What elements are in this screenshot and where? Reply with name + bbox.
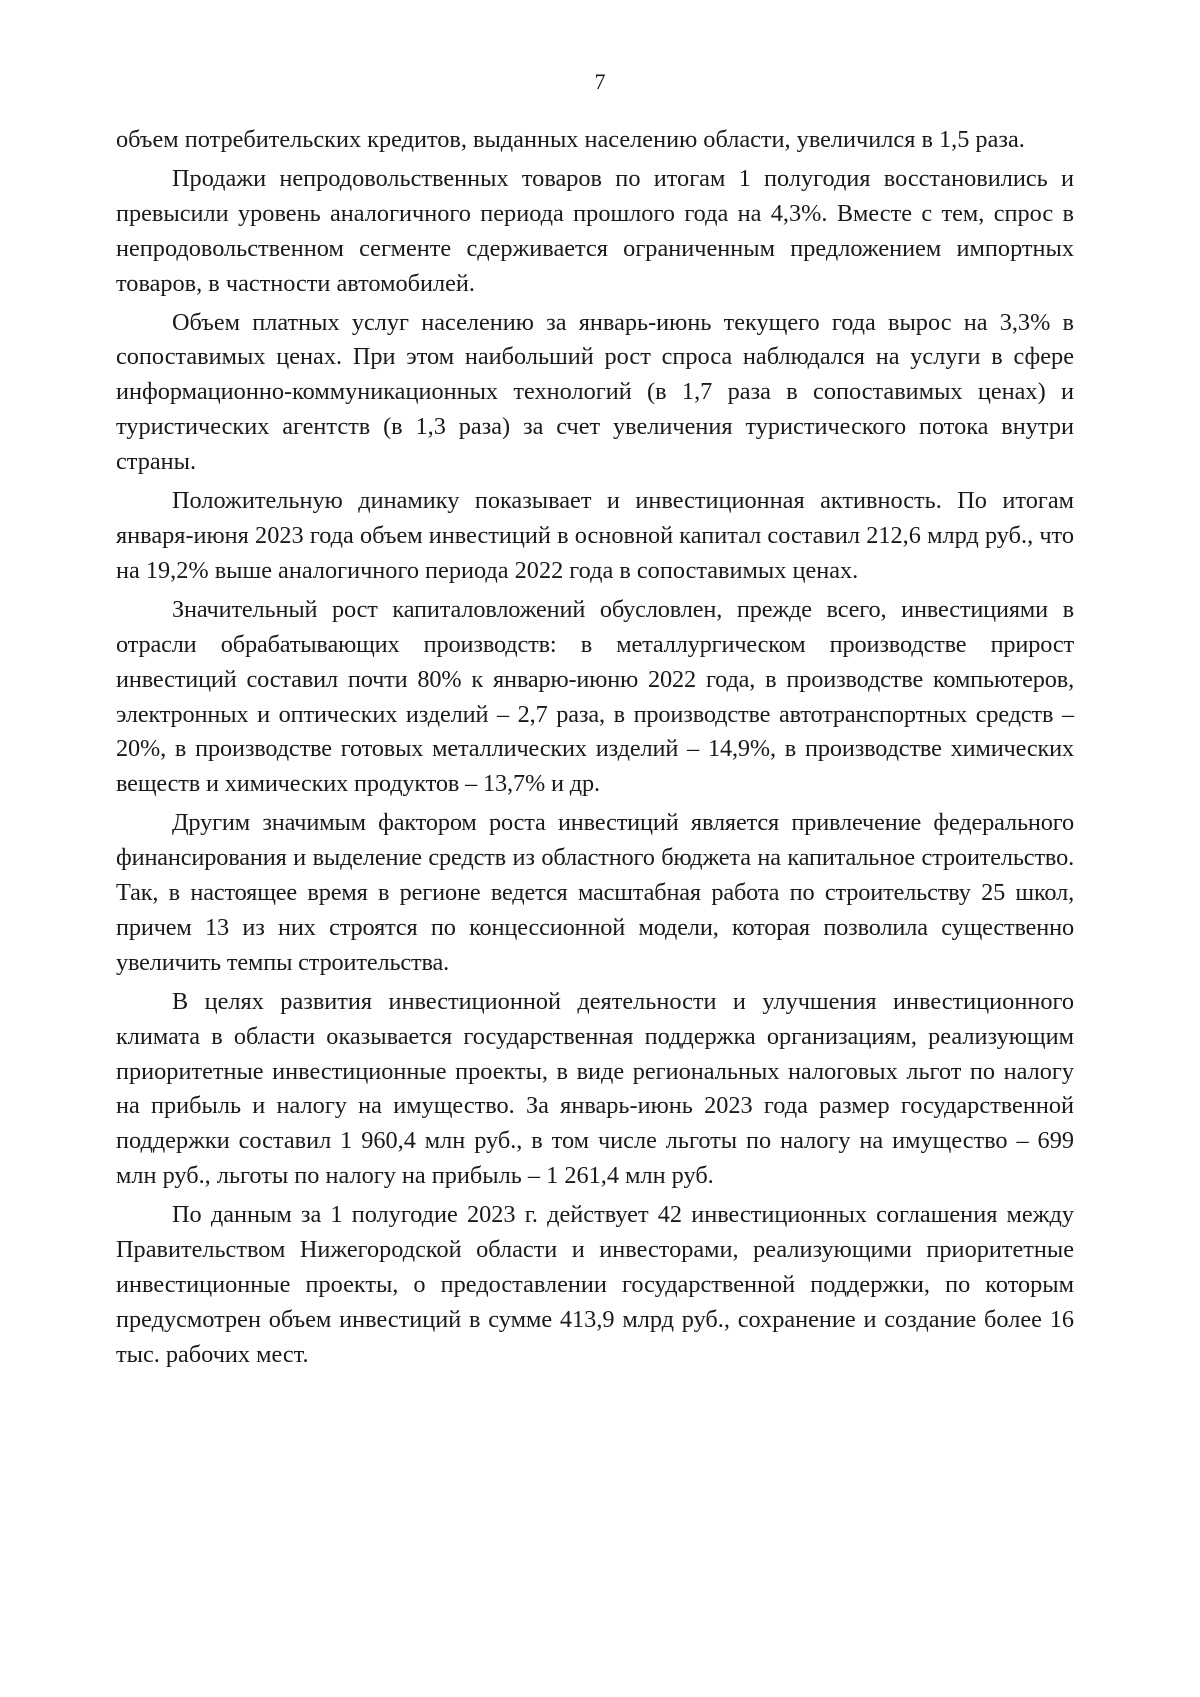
- paragraph-continuation: объем потребительских кредитов, выданных населению области, увеличился в 1,5 раза.: [116, 126, 1025, 153]
- paragraph-nonfood-sales: Продажи непродовольственных товаров по итогам 1 полугодия восстановились и превысили уровень аналогичного периода прошлого года на 4,3%. Вместе с тем, спрос в непродовольственном сегменте сдерживается ограниченным предложением импортных товаров, в частности автомобилей.: [116, 164, 1074, 297]
- paragraph-investment-activity: Положительную динамику показывает и инвестиционная активность. По итогам января-июня 2023 года объем инвестиций в основной капитал составил 212,6 млрд руб., что на 19,2% выше аналогичного периода 2022 года в сопоставимых ценах.: [116, 487, 1074, 584]
- paragraph-state-support: В целях развития инвестиционной деятельности и улучшения инвестиционного климата в области оказывается государственная поддержка организациям, реализующим приоритетные инвестиционные проекты, в виде региональных налоговых льгот по налогу на прибыль и налогу на имущество. За январь-июнь 2023 года размер государственной поддержки составил 1 960,4 млн руб., в том числе льготы по налогу на имущество – 699 млн руб., льготы по налогу на прибыль – 1 261,4 млн руб.: [116, 987, 1074, 1190]
- page-number: 7: [594, 69, 606, 94]
- document-body: [116, 123, 1074, 1377]
- paragraph-paid-services: Объем платных услуг населению за январь-июнь текущего года вырос на 3,3% в сопоставимых ценах. При этом наибольший рост спроса наблюдался на услуги в сфере информационно-коммуникационных технологий (в 1,7 раза в сопоставимых ценах) и туристических агентств (в 1,3 раза) за счет увеличения туристического потока внутри страны.: [116, 308, 1074, 476]
- paragraph-capital-investment-growth: Значительный рост капиталовложений обусловлен, прежде всего, инвестициями в отрасли обрабатывающих производств: в металлургическом производстве прирост инвестиций составил почти 80% к январю-июню 2022 года, в производстве компьютеров, электронных и оптических изделий – 2,7 раза, в производстве автотранспортных средств – 20%, в производстве готовых металлических изделий – 14,9%, в производстве химических веществ и химических продуктов – 13,7% и др.: [116, 595, 1074, 798]
- paragraph-investment-agreements: По данным за 1 полугодие 2023 г. действует 42 инвестиционных соглашения между Правительством Нижегородской области и инвесторами, реализующими приоритетные инвестиционные проекты, о предоставлении государственной поддержки, по которым предусмотрен объем инвестиций в сумме 413,9 млрд руб., сохранение и создание более 16 тыс. рабочих мест.: [116, 1201, 1074, 1368]
- paragraph-federal-financing: Другим значимым фактором роста инвестиций является привлечение федерального финансирования и выделение средств из областного бюджета на капитальное строительство. Так, в настоящее время в регионе ведется масштабная работа по строительству 25 школ, причем 13 из них строятся по концессионной модели, которая позволила существенно увеличить темпы строительства.: [116, 809, 1074, 976]
